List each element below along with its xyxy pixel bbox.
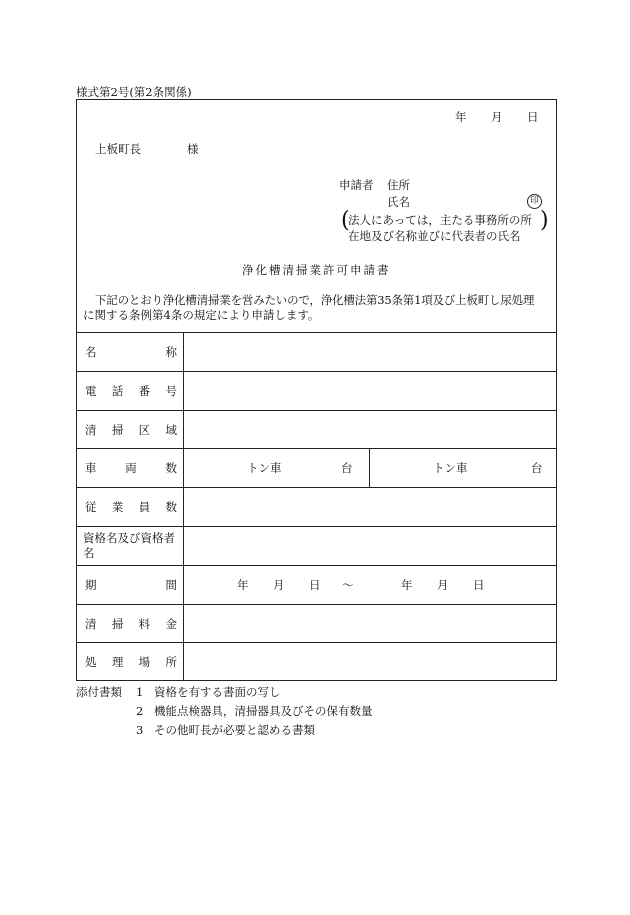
attachments-label: 添付書類: [76, 685, 122, 699]
fee-field[interactable]: [184, 605, 556, 642]
attachment-num: 3: [136, 723, 144, 737]
note-open-paren: (: [341, 208, 350, 233]
period-from-month: 月: [273, 578, 285, 592]
period-to-year: 年: [401, 578, 413, 592]
area-row-label: 清 掃 区 域: [85, 423, 177, 437]
employees-field[interactable]: [184, 488, 556, 526]
attachment-num: 2: [136, 704, 144, 718]
attachment-item: その他町長が必要と認める書類: [154, 723, 315, 737]
qualification-label-line2: 名: [83, 546, 95, 560]
attachment-item: 資格を有する書面の写し: [154, 685, 281, 699]
disposal-field[interactable]: [184, 643, 556, 680]
vehicles-divider: [369, 448, 370, 487]
period-to-month: 月: [437, 578, 449, 592]
document-title: 浄化槽清掃業許可申請書: [242, 263, 391, 277]
qualification-field[interactable]: [184, 527, 556, 565]
corporate-note-line1: 法人にあっては，主たる事務所の所: [348, 213, 532, 227]
vehicles-left-ton: トン車: [247, 461, 282, 475]
vehicles-left-unit: 台: [341, 461, 353, 475]
fee-row-label: 清 掃 料 金: [85, 617, 177, 631]
form-style-label: 様式第2号(第2条関係): [76, 85, 192, 99]
intro-line2: に関する条例第4条の規定により申請します。: [83, 308, 320, 322]
seal-mark: 印: [527, 194, 542, 209]
addressee-honorific: 様: [187, 142, 199, 156]
name-label: 氏名: [387, 195, 410, 209]
period-tilde: ～: [342, 578, 354, 592]
vehicles-right-unit: 台: [531, 461, 543, 475]
note-close-paren: ): [540, 208, 549, 233]
date-day: 日: [527, 110, 539, 124]
period-row-label: 期 間: [85, 578, 177, 592]
phone-row-label: 電 話 番 号: [85, 384, 177, 398]
name-field[interactable]: [184, 333, 556, 371]
vehicles-right-ton: トン車: [433, 461, 468, 475]
phone-field[interactable]: [184, 372, 556, 410]
area-field[interactable]: [184, 411, 556, 448]
name-row-label: 名 称: [85, 345, 177, 359]
attachment-item: 機能点検器具，清掃器具及びその保有数量: [154, 704, 373, 718]
addressee-name: 上板町長: [95, 142, 141, 156]
attachment-num: 1: [136, 685, 144, 699]
qualification-label-line1: 資格名及び資格者: [83, 531, 175, 545]
disposal-row-label: 処 理 場 所: [85, 655, 177, 669]
date-month: 月: [491, 110, 503, 124]
period-from-day: 日: [309, 578, 321, 592]
period-from-year: 年: [237, 578, 249, 592]
intro-line1: 下記のとおり浄化槽清掃業を営みたいので，浄化槽法第35条第1項及び上板町し尿処理: [95, 293, 535, 307]
corporate-note-line2: 在地及び名称並びに代表者の氏名: [348, 229, 521, 243]
employees-row-label: 従 業 員 数: [85, 500, 177, 514]
table-line: [77, 565, 556, 566]
application-form-frame: [76, 99, 557, 681]
table-line: [77, 448, 556, 449]
address-label: 住所: [387, 178, 410, 192]
vehicles-row-label: 車 両 数: [85, 461, 177, 475]
date-year: 年: [455, 110, 467, 124]
applicant-label: 申請者: [339, 178, 374, 192]
period-to-day: 日: [473, 578, 485, 592]
